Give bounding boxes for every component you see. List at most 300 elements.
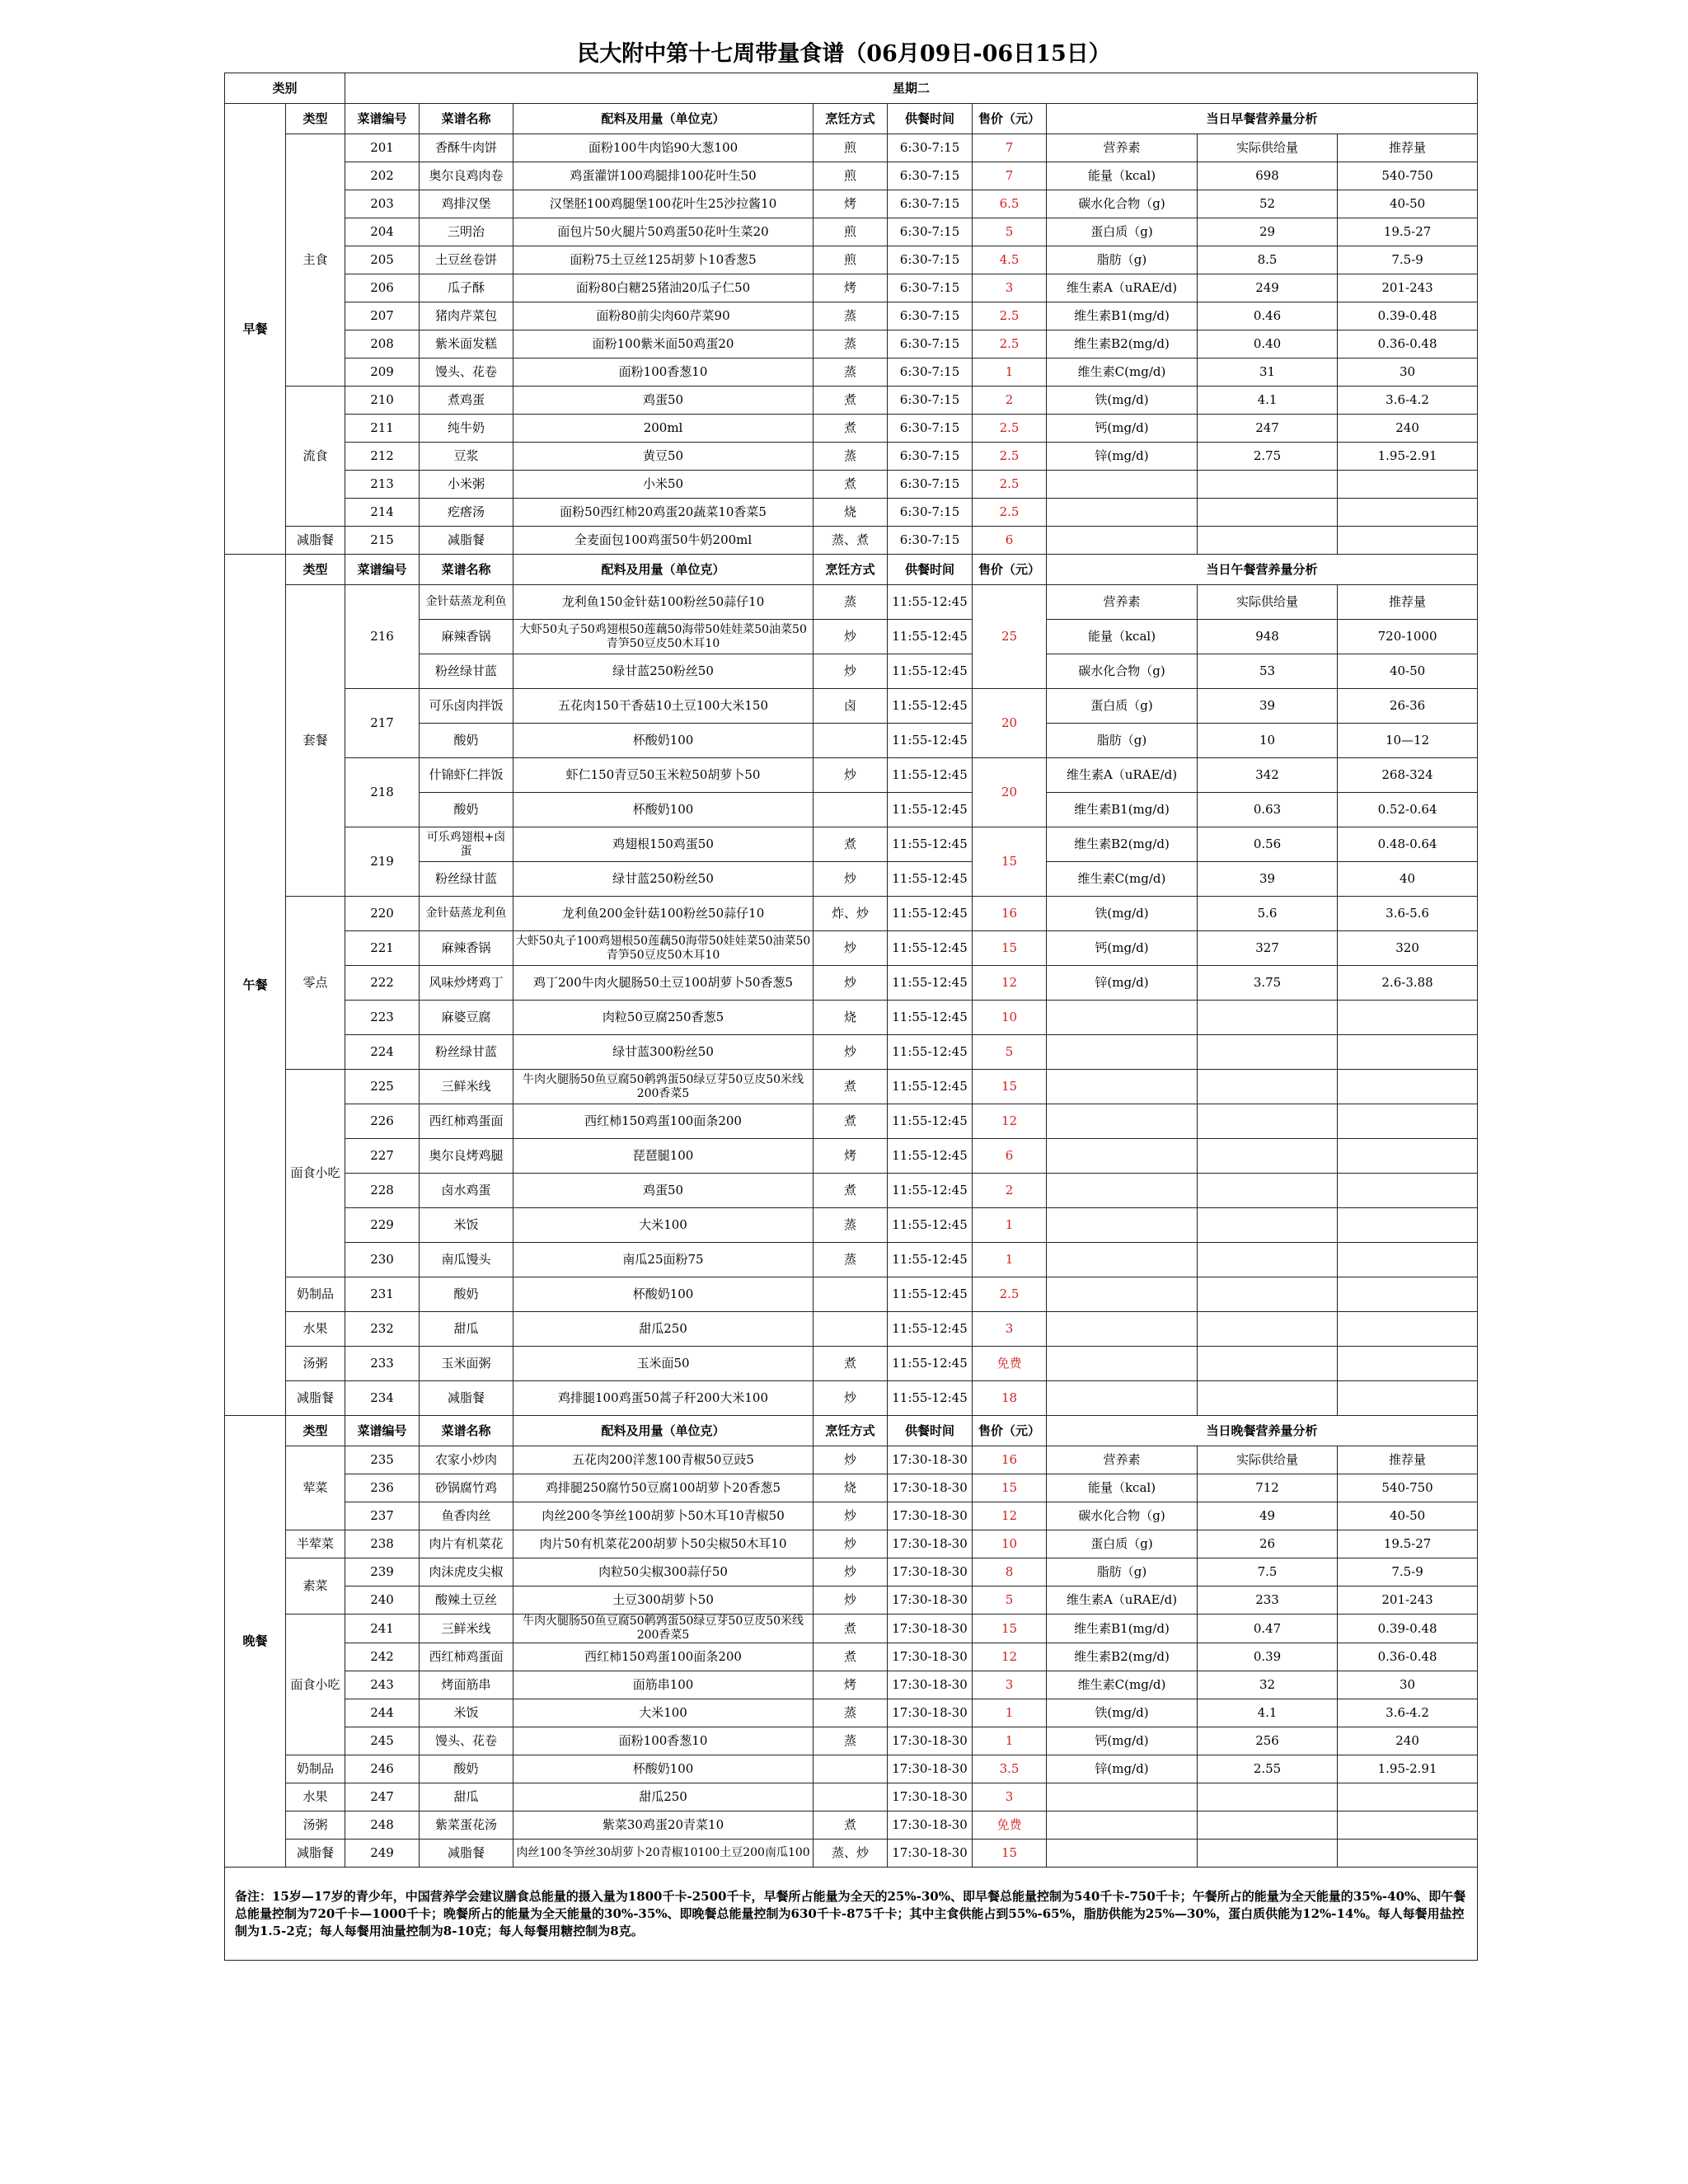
nutrient-actual: 0.47 (1198, 1615, 1338, 1643)
item-price: 1 (973, 359, 1047, 387)
nutrient-actual: 7.5 (1198, 1558, 1338, 1586)
item-code: 237 (345, 1502, 420, 1530)
item-method: 炒 (814, 1381, 888, 1416)
item-ingredients: 龙利鱼200金针菇100粉丝50蒜仔10 (513, 897, 814, 931)
nutrient-empty (1047, 1312, 1198, 1347)
item-time: 11:55-12:45 (888, 827, 973, 862)
item-name: 甜瓜 (420, 1783, 513, 1811)
nutrient-actual: 32 (1198, 1671, 1338, 1699)
nutrient-empty (1338, 1035, 1478, 1070)
nutrient-empty (1198, 1001, 1338, 1035)
col-header-time: 供餐时间 (888, 1416, 973, 1446)
item-method: 炒 (814, 1558, 888, 1586)
item-price: 12 (973, 966, 1047, 1001)
item-name: 金针菇蒸龙利鱼 (420, 897, 513, 931)
item-name: 紫菜蛋花汤 (420, 1811, 513, 1840)
item-ingredients: 虾仁150青豆50玉米粒50胡萝卜50 (513, 758, 814, 793)
nutrient-empty (1047, 1208, 1198, 1243)
nutrient-actual: 52 (1198, 190, 1338, 218)
item-method: 煮 (814, 471, 888, 499)
nutrient-recommended: 40-50 (1338, 190, 1478, 218)
item-ingredients: 紫菜30鸡蛋20青菜10 (513, 1811, 814, 1840)
nutrient-empty (1338, 1381, 1478, 1416)
item-price: 15 (973, 1840, 1047, 1868)
item-name: 可乐鸡翅根+卤蛋 (420, 827, 513, 862)
item-method: 炒 (814, 758, 888, 793)
actual-header: 实际供给量 (1198, 585, 1338, 620)
item-time: 11:55-12:45 (888, 1174, 973, 1208)
table-row (225, 1070, 1478, 1104)
item-price: 2.5 (973, 499, 1047, 527)
item-name: 米饭 (420, 1208, 513, 1243)
item-ingredients: 甜瓜250 (513, 1783, 814, 1811)
table-row (225, 1208, 1478, 1243)
item-method: 蒸 (814, 443, 888, 471)
nutrient-actual: 8.5 (1198, 246, 1338, 274)
nutrient-actual: 10 (1198, 724, 1338, 758)
item-price: 25 (973, 585, 1047, 689)
item-method: 煮 (814, 387, 888, 415)
nutrient-name: 脂肪（g) (1047, 246, 1198, 274)
item-time: 6:30-7:15 (888, 274, 973, 302)
footnote-row (225, 1868, 1478, 1961)
item-name: 肉沫虎皮尖椒 (420, 1558, 513, 1586)
nutrient-empty (1198, 1783, 1338, 1811)
item-time: 11:55-12:45 (888, 966, 973, 1001)
item-name: 砂锅腐竹鸡 (420, 1474, 513, 1502)
item-price: 6.5 (973, 190, 1047, 218)
item-method: 炒 (814, 620, 888, 654)
item-ingredients: 杯酸奶100 (513, 793, 814, 827)
table-row (225, 1446, 1478, 1474)
item-code: 204 (345, 218, 420, 246)
item-ingredients: 西红柿150鸡蛋100面条200 (513, 1104, 814, 1139)
nutrient-empty (1338, 1277, 1478, 1312)
item-method: 炒 (814, 1530, 888, 1558)
table-row (225, 1277, 1478, 1312)
item-name: 酸奶 (420, 1277, 513, 1312)
table-row (225, 134, 1478, 162)
table-row (225, 1243, 1478, 1277)
item-code: 205 (345, 246, 420, 274)
item-time: 17:30-18-30 (888, 1671, 973, 1699)
nutrient-name: 维生素B1(mg/d) (1047, 793, 1198, 827)
nutrient-empty (1047, 1070, 1198, 1104)
item-price: 15 (973, 1474, 1047, 1502)
item-name: 风味炒烤鸡丁 (420, 966, 513, 1001)
col-header-time: 供餐时间 (888, 555, 973, 585)
table-row (225, 359, 1478, 387)
item-ingredients: 龙利鱼150金针菇100粉丝50蒜仔10 (513, 585, 814, 620)
table-row (225, 471, 1478, 499)
item-ingredients: 牛肉火腿肠50鱼豆腐50鹌鹑蛋50绿豆芽50豆皮50米线200香菜5 (513, 1615, 814, 1643)
item-price: 2.5 (973, 330, 1047, 359)
nutrient-header: 营养素 (1047, 134, 1198, 162)
item-method: 烤 (814, 190, 888, 218)
item-ingredients: 全麦面包100鸡蛋50牛奶200ml (513, 527, 814, 555)
nutrient-recommended: 320 (1338, 931, 1478, 966)
nutrient-name: 维生素C(mg/d) (1047, 359, 1198, 387)
item-time: 17:30-18-30 (888, 1502, 973, 1530)
nutrient-empty (1047, 1139, 1198, 1174)
item-code: 201 (345, 134, 420, 162)
item-name: 酸奶 (420, 1755, 513, 1783)
item-price: 5 (973, 1035, 1047, 1070)
item-price: 15 (973, 931, 1047, 966)
item-price: 1 (973, 1243, 1047, 1277)
item-time: 11:55-12:45 (888, 1347, 973, 1381)
item-code: 219 (345, 827, 420, 897)
item-time: 11:55-12:45 (888, 1312, 973, 1347)
item-price: 15 (973, 827, 1047, 897)
nutrient-name: 维生素B1(mg/d) (1047, 302, 1198, 330)
nutrient-empty (1338, 1783, 1478, 1811)
item-time: 11:55-12:45 (888, 1277, 973, 1312)
item-method: 蒸、炒 (814, 1840, 888, 1868)
nutrient-recommended: 19.5-27 (1338, 1530, 1478, 1558)
item-ingredients: 面粉100紫米面50鸡蛋20 (513, 330, 814, 359)
table-row (225, 1001, 1478, 1035)
item-name: 玉米面粥 (420, 1347, 513, 1381)
item-name: 馒头、花卷 (420, 359, 513, 387)
item-type: 水果 (286, 1783, 345, 1811)
item-time: 11:55-12:45 (888, 1243, 973, 1277)
item-time: 11:55-12:45 (888, 793, 973, 827)
item-ingredients: 面粉50西红柿20鸡蛋20蔬菜10香菜5 (513, 499, 814, 527)
item-method: 炒 (814, 966, 888, 1001)
item-name: 西红柿鸡蛋面 (420, 1104, 513, 1139)
nutrient-empty (1198, 1811, 1338, 1840)
table-row (225, 1174, 1478, 1208)
table-row (225, 758, 1478, 793)
nutrient-actual: 233 (1198, 1586, 1338, 1615)
item-time: 11:55-12:45 (888, 724, 973, 758)
table-row (225, 1755, 1478, 1783)
table-header-row (225, 73, 1478, 104)
col-header-price: 售价（元） (973, 1416, 1047, 1446)
item-name: 减脂餐 (420, 1840, 513, 1868)
item-code: 231 (345, 1277, 420, 1312)
table-row (225, 1104, 1478, 1139)
nutrient-name: 碳水化合物（g) (1047, 190, 1198, 218)
item-ingredients: 鸡蛋50 (513, 387, 814, 415)
item-method: 烧 (814, 499, 888, 527)
item-ingredients: 面粉75土豆丝125胡萝卜10香葱5 (513, 246, 814, 274)
nutrient-recommended: 40 (1338, 862, 1478, 897)
item-name: 粉丝绿甘蓝 (420, 862, 513, 897)
item-name: 金针菇蒸龙利鱼 (420, 585, 513, 620)
item-method: 煮 (814, 415, 888, 443)
item-time: 11:55-12:45 (888, 758, 973, 793)
nutrient-actual: 0.56 (1198, 827, 1338, 862)
nutrient-name: 维生素A（uRAE/d) (1047, 758, 1198, 793)
item-code: 241 (345, 1615, 420, 1643)
nutrient-empty (1047, 1277, 1198, 1312)
item-method (814, 1783, 888, 1811)
table-row (225, 931, 1478, 966)
item-method (814, 1755, 888, 1783)
nutrient-empty (1198, 1139, 1338, 1174)
nutrient-recommended: 540-750 (1338, 162, 1478, 190)
meal-label: 午餐 (225, 555, 286, 1416)
item-type: 汤粥 (286, 1811, 345, 1840)
nutrient-empty (1047, 1001, 1198, 1035)
nutrient-actual: 0.39 (1198, 1643, 1338, 1671)
item-code: 218 (345, 758, 420, 827)
nutrient-name: 维生素C(mg/d) (1047, 1671, 1198, 1699)
item-code: 230 (345, 1243, 420, 1277)
item-price: 20 (973, 689, 1047, 758)
item-code: 214 (345, 499, 420, 527)
item-price: 5 (973, 1586, 1047, 1615)
item-code: 246 (345, 1755, 420, 1783)
item-name: 奥尔良烤鸡腿 (420, 1139, 513, 1174)
item-price: 15 (973, 1615, 1047, 1643)
nutrient-empty (1338, 1347, 1478, 1381)
col-header-code: 菜谱编号 (345, 555, 420, 585)
item-ingredients: 五花肉200洋葱100青椒50豆豉5 (513, 1446, 814, 1474)
recommended-header: 推荐量 (1338, 585, 1478, 620)
nutrient-name: 蛋白质（g) (1047, 689, 1198, 724)
item-ingredients: 土豆300胡萝卜50 (513, 1586, 814, 1615)
item-ingredients: 肉粒50豆腐250香葱5 (513, 1001, 814, 1035)
item-time: 17:30-18-30 (888, 1783, 973, 1811)
actual-header: 实际供给量 (1198, 1446, 1338, 1474)
item-method: 蒸 (814, 330, 888, 359)
item-time: 11:55-12:45 (888, 897, 973, 931)
item-ingredients: 200ml (513, 415, 814, 443)
item-ingredients: 面粉80前尖肉60芹菜90 (513, 302, 814, 330)
item-ingredients: 肉粒50尖椒300蒜仔50 (513, 1558, 814, 1586)
item-ingredients: 肉片50有机菜花200胡萝卜50尖椒50木耳10 (513, 1530, 814, 1558)
nutrient-empty (1047, 1381, 1198, 1416)
item-price: 2 (973, 387, 1047, 415)
item-ingredients: 面粉100香葱10 (513, 1727, 814, 1755)
nutrient-actual: 53 (1198, 654, 1338, 689)
item-code: 236 (345, 1474, 420, 1502)
item-ingredients: 鸡蛋50 (513, 1174, 814, 1208)
table-row (225, 330, 1478, 359)
nutrient-recommended: 3.6-5.6 (1338, 897, 1478, 931)
nutrient-recommended: 3.6-4.2 (1338, 387, 1478, 415)
item-code: 207 (345, 302, 420, 330)
table-row (225, 1530, 1478, 1558)
table-row (225, 1502, 1478, 1530)
nutrient-name: 钙(mg/d) (1047, 1727, 1198, 1755)
nutrient-recommended: 0.39-0.48 (1338, 1615, 1478, 1643)
item-price: 2.5 (973, 443, 1047, 471)
table-row (225, 1811, 1478, 1840)
item-method: 蒸 (814, 1243, 888, 1277)
item-ingredients: 绿甘蓝250粉丝50 (513, 862, 814, 897)
item-code: 232 (345, 1312, 420, 1347)
item-time: 6:30-7:15 (888, 190, 973, 218)
item-price: 2.5 (973, 1277, 1047, 1312)
meal-label: 早餐 (225, 104, 286, 555)
nutrient-header: 营养素 (1047, 585, 1198, 620)
table-row (225, 585, 1478, 620)
table-row (225, 246, 1478, 274)
item-type: 减脂餐 (286, 1381, 345, 1416)
table-row (225, 966, 1478, 1001)
item-price: 10 (973, 1530, 1047, 1558)
item-name: 粉丝绿甘蓝 (420, 654, 513, 689)
item-name: 鸡排汉堡 (420, 190, 513, 218)
item-code: 220 (345, 897, 420, 931)
item-price: 1 (973, 1727, 1047, 1755)
nutrient-empty (1198, 1243, 1338, 1277)
table-row (225, 1474, 1478, 1502)
item-method: 炒 (814, 1446, 888, 1474)
item-code: 235 (345, 1446, 420, 1474)
table-row (225, 387, 1478, 415)
nutrient-name: 锌(mg/d) (1047, 443, 1198, 471)
item-name: 三鲜米线 (420, 1615, 513, 1643)
nutrient-actual: 31 (1198, 359, 1338, 387)
nutrient-name: 维生素B2(mg/d) (1047, 330, 1198, 359)
item-method: 煮 (814, 1347, 888, 1381)
table-row (225, 1643, 1478, 1671)
item-time: 17:30-18-30 (888, 1840, 973, 1868)
nutrient-empty (1047, 527, 1198, 555)
nutrient-actual: 39 (1198, 689, 1338, 724)
item-name: 农家小炒肉 (420, 1446, 513, 1474)
nutrient-empty (1198, 1840, 1338, 1868)
item-code: 224 (345, 1035, 420, 1070)
nutrient-name: 蛋白质（g) (1047, 218, 1198, 246)
actual-header: 实际供给量 (1198, 134, 1338, 162)
item-method: 炒 (814, 654, 888, 689)
item-method: 卤 (814, 689, 888, 724)
item-code: 213 (345, 471, 420, 499)
nutrient-actual: 0.46 (1198, 302, 1338, 330)
nutrient-name: 能量（kcal) (1047, 620, 1198, 654)
nutrient-empty (1047, 499, 1198, 527)
col-header-code: 菜谱编号 (345, 104, 420, 134)
item-name: 麻辣香锅 (420, 620, 513, 654)
menu-table-body (225, 73, 1478, 1868)
item-name: 酸奶 (420, 793, 513, 827)
col-header-name: 菜谱名称 (420, 1416, 513, 1446)
table-row (225, 1615, 1478, 1643)
nutrient-empty (1047, 1840, 1198, 1868)
nutrient-name: 钙(mg/d) (1047, 415, 1198, 443)
item-price: 5 (973, 218, 1047, 246)
item-type: 奶制品 (286, 1755, 345, 1783)
item-name: 酸辣土豆丝 (420, 1586, 513, 1615)
nutrient-actual: 249 (1198, 274, 1338, 302)
item-code: 208 (345, 330, 420, 359)
item-code: 226 (345, 1104, 420, 1139)
meal-header-row (225, 1416, 1478, 1446)
item-time: 11:55-12:45 (888, 931, 973, 966)
meal-header-row (225, 104, 1478, 134)
col-header-time: 供餐时间 (888, 104, 973, 134)
nutrient-actual: 0.40 (1198, 330, 1338, 359)
item-method: 煮 (814, 1811, 888, 1840)
item-time: 6:30-7:15 (888, 387, 973, 415)
item-ingredients: 肉丝200冬笋丝100胡萝卜50木耳10青椒50 (513, 1502, 814, 1530)
item-ingredients: 甜瓜250 (513, 1312, 814, 1347)
col-header-method: 烹饪方式 (814, 555, 888, 585)
nutrient-recommended: 240 (1338, 1727, 1478, 1755)
item-method: 蒸 (814, 1727, 888, 1755)
nutrient-recommended: 10—12 (1338, 724, 1478, 758)
item-method: 煮 (814, 1174, 888, 1208)
item-type: 水果 (286, 1312, 345, 1347)
item-ingredients: 大虾50丸子100鸡翅根50莲藕50海带50娃娃菜50油菜50青笋50豆皮50木耳10 (513, 931, 814, 966)
item-name: 甜瓜 (420, 1312, 513, 1347)
item-price: 16 (973, 897, 1047, 931)
item-name: 粉丝绿甘蓝 (420, 1035, 513, 1070)
item-method (814, 724, 888, 758)
item-price: 3 (973, 1312, 1047, 1347)
item-time: 6:30-7:15 (888, 330, 973, 359)
nutrient-empty (1338, 1104, 1478, 1139)
nutrient-recommended: 26-36 (1338, 689, 1478, 724)
nutrient-empty (1198, 1174, 1338, 1208)
item-ingredients: 面筋串100 (513, 1671, 814, 1699)
item-name: 香酥牛肉饼 (420, 134, 513, 162)
recommended-header: 推荐量 (1338, 134, 1478, 162)
item-type: 减脂餐 (286, 1840, 345, 1868)
item-time: 17:30-18-30 (888, 1811, 973, 1840)
nutrient-empty (1047, 1347, 1198, 1381)
item-code: 225 (345, 1070, 420, 1104)
nutrient-actual: 3.75 (1198, 966, 1338, 1001)
nutrient-recommended: 540-750 (1338, 1474, 1478, 1502)
item-time: 6:30-7:15 (888, 359, 973, 387)
item-method: 炸、炒 (814, 897, 888, 931)
nutrient-empty (1047, 1035, 1198, 1070)
nutrient-empty (1198, 1208, 1338, 1243)
item-time: 11:55-12:45 (888, 689, 973, 724)
item-type: 面食小吃 (286, 1070, 345, 1277)
nutrient-empty (1047, 1811, 1198, 1840)
item-ingredients: 五花肉150干香菇10土豆100大米150 (513, 689, 814, 724)
item-method: 煎 (814, 218, 888, 246)
item-name: 西红柿鸡蛋面 (420, 1643, 513, 1671)
nutrient-actual: 4.1 (1198, 387, 1338, 415)
item-code: 247 (345, 1783, 420, 1811)
nutrient-recommended: 7.5-9 (1338, 1558, 1478, 1586)
nutrient-empty (1338, 1811, 1478, 1840)
item-price: 20 (973, 758, 1047, 827)
item-time: 17:30-18-30 (888, 1615, 973, 1643)
item-method: 烧 (814, 1474, 888, 1502)
nutrient-empty (1047, 471, 1198, 499)
item-name: 什锦虾仁拌饭 (420, 758, 513, 793)
category-header: 类别 (225, 73, 345, 104)
nutrient-name: 维生素A（uRAE/d) (1047, 274, 1198, 302)
item-price: 7 (973, 134, 1047, 162)
nutrient-empty (1198, 1070, 1338, 1104)
item-code: 206 (345, 274, 420, 302)
nutrient-empty (1338, 471, 1478, 499)
nutrient-empty (1047, 1783, 1198, 1811)
item-type: 奶制品 (286, 1277, 345, 1312)
nutrient-actual: 26 (1198, 1530, 1338, 1558)
item-type: 零点 (286, 897, 345, 1070)
nutrient-name: 碳水化合物（g) (1047, 654, 1198, 689)
item-ingredients: 琵琶腿100 (513, 1139, 814, 1174)
recommended-header: 推荐量 (1338, 1446, 1478, 1474)
nutrient-actual: 29 (1198, 218, 1338, 246)
item-price: 7 (973, 162, 1047, 190)
nutrient-empty (1338, 1070, 1478, 1104)
item-code: 249 (345, 1840, 420, 1868)
item-name: 疙瘩汤 (420, 499, 513, 527)
